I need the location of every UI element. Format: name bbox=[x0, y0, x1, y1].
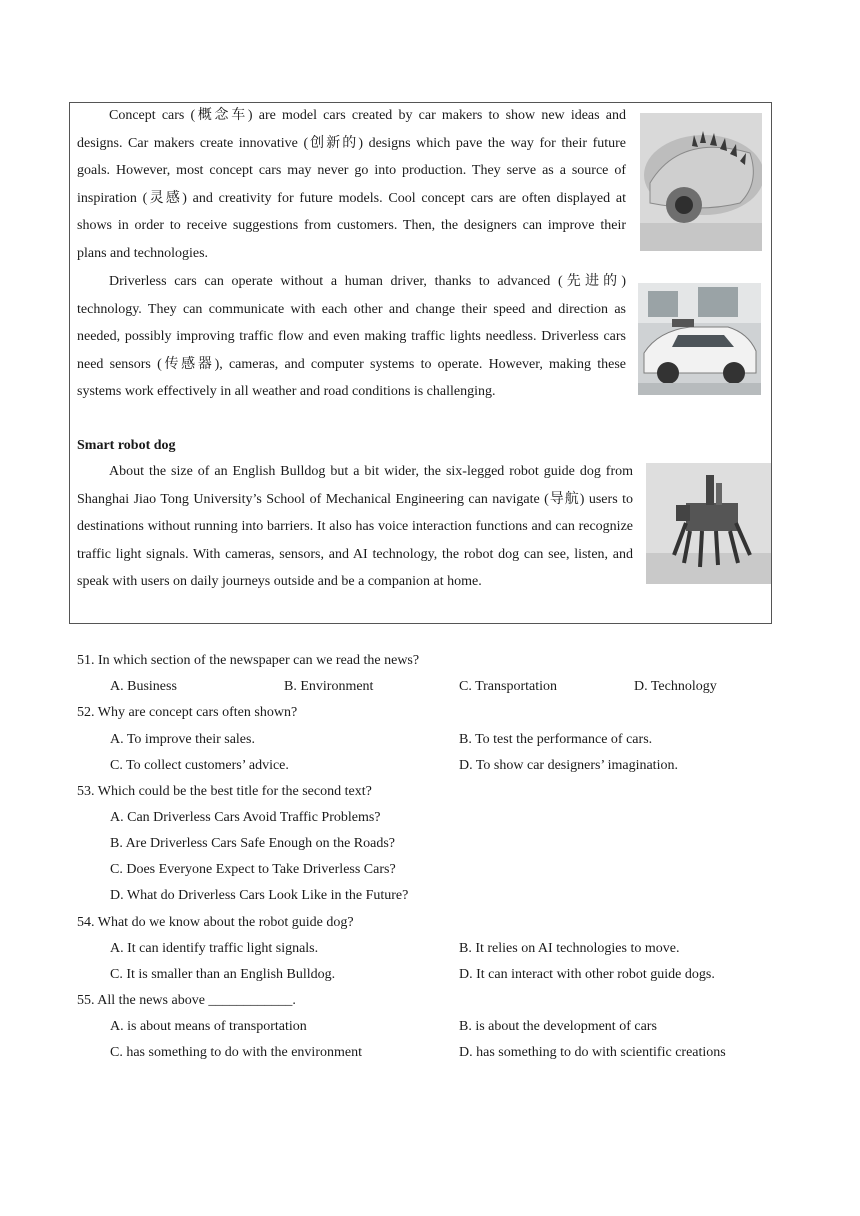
q51-option-c: C. Transportation bbox=[459, 679, 558, 694]
q52-option-d: D. To show car designers’ imagination. bbox=[459, 758, 678, 773]
q52-option-a: A. To improve their sales. bbox=[110, 732, 255, 747]
q54-option-c: C. It is smaller than an English Bulldog. bbox=[110, 967, 336, 982]
q51-option-a: A. Business bbox=[110, 679, 177, 694]
question-51: 51. In which section of the newspaper can we read the news? bbox=[77, 653, 420, 668]
q54-option-b: B. It relies on AI technologies to move. bbox=[459, 941, 680, 956]
section-subtitle: Smart robot dog bbox=[77, 438, 176, 453]
robot-dog-photo bbox=[646, 463, 771, 584]
q54-option-a: A. It can identify traffic light signals. bbox=[110, 941, 319, 956]
question-53: 53. Which could be the best title for the second text? bbox=[77, 784, 372, 799]
question-54: 54. What do we know about the robot guide dog? bbox=[77, 915, 354, 930]
question-55: 55. All the news above ____________. bbox=[77, 993, 296, 1008]
q53-option-c: C. Does Everyone Expect to Take Driverless Cars? bbox=[110, 862, 396, 877]
paragraph-robot-dog: About the size of an English Bulldog but a bit wider, the six-legged robot guide dog from Shanghai Jiao Tong University’s School of Mechanical Engineering can navigate (导航) users to destinations without running into barriers. It also has voice interaction functions and can recognize traffic light signals. With cameras, sensors, and AI technology, the robot dog can see, listen, and speak with users on daily journeys outside and be a companion at home. bbox=[77, 464, 633, 589]
q53-option-d: D. What do Driverless Cars Look Like in the Future? bbox=[110, 888, 409, 903]
q53-option-b: B. Are Driverless Cars Safe Enough on the Roads? bbox=[110, 836, 395, 851]
q54-option-d: D. It can interact with other robot guide dogs. bbox=[459, 967, 715, 982]
q52-option-b: B. To test the performance of cars. bbox=[459, 732, 653, 747]
concept-car-photo bbox=[640, 113, 762, 251]
q55-option-c: C. has something to do with the environment bbox=[110, 1045, 362, 1060]
question-52: 52. Why are concept cars often shown? bbox=[77, 705, 298, 720]
paragraph-concept-cars: Concept cars (概念车) are model cars created by car makers to show new ideas and designs. Car makers create innovative (创新的) designs which pave the way for their future goals. However, most concept cars may never go into production. They serve as a source of inspiration (灵感) and creativity for future models. Cool concept cars are often displayed at shows in order to receive suggestions from customers. Then, the designers can improve their plans and technologies. bbox=[77, 108, 626, 261]
q51-option-b: B. Environment bbox=[284, 679, 374, 694]
q52-option-c: C. To collect customers’ advice. bbox=[110, 758, 289, 773]
q51-option-d: D. Technology bbox=[634, 679, 717, 694]
driverless-car-photo bbox=[638, 283, 761, 395]
q55-option-a: A. is about means of transportation bbox=[110, 1019, 307, 1034]
q55-option-d: D. has something to do with scientific creations bbox=[459, 1045, 726, 1060]
q55-option-b: B. is about the development of cars bbox=[459, 1019, 657, 1034]
q53-option-a: A. Can Driverless Cars Avoid Traffic Problems? bbox=[110, 810, 381, 825]
paragraph-driverless-cars: Driverless cars can operate without a human driver, thanks to advanced (先进的) technology. They can communicate with each other and change their speed and direction as needed, possibly improving traffic flow and even making traffic lights needless. Driverless cars need sensors (传感器), cameras, and computer systems to operate. However, making these systems work effectively in all weather and road conditions is challenging. bbox=[77, 274, 626, 399]
